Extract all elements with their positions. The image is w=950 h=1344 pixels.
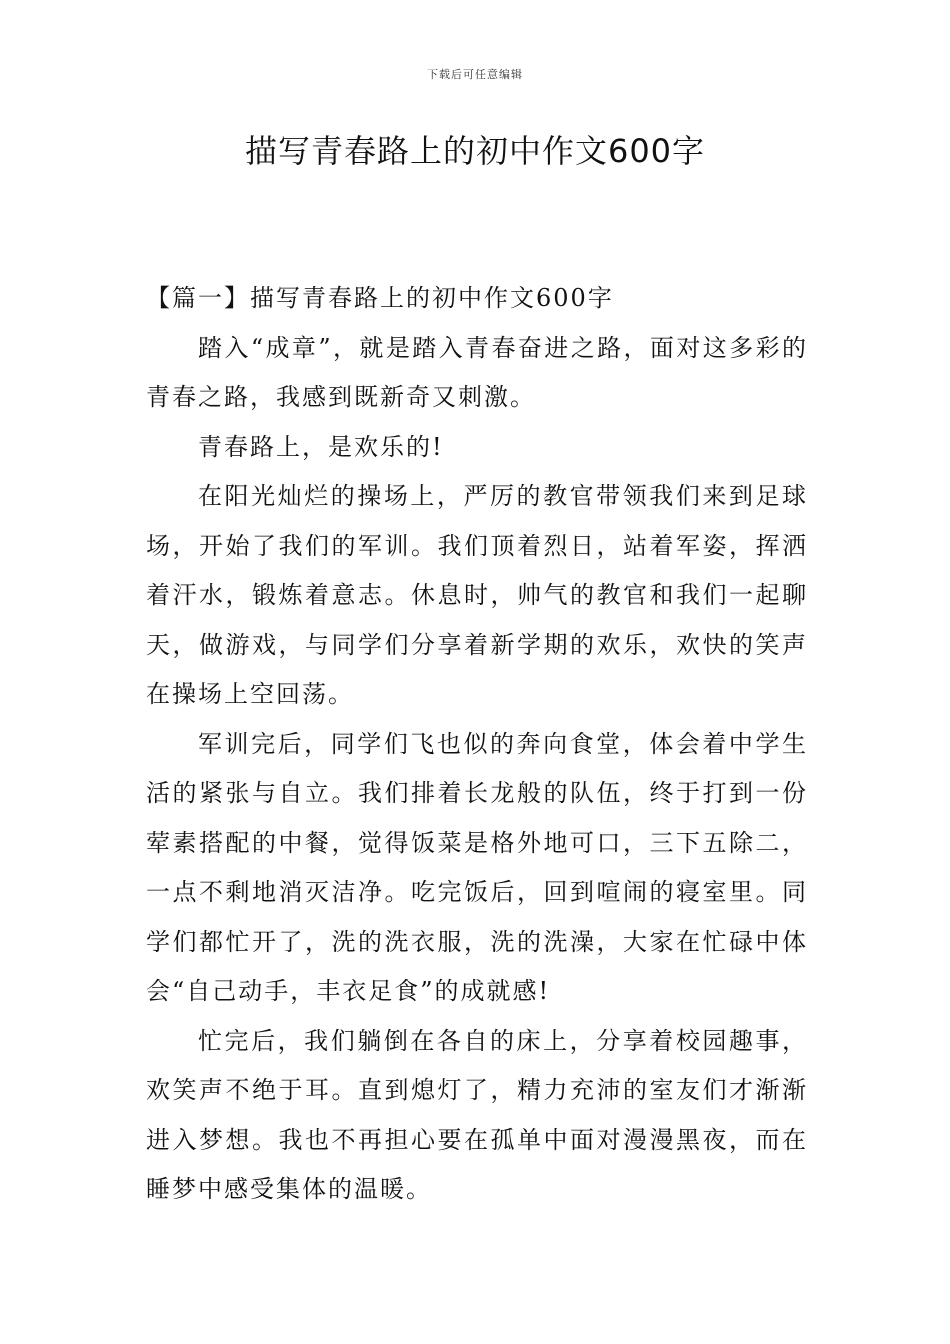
header-note: 下载后可任意编辑 (427, 68, 523, 81)
paragraph: 军训完后，同学们飞也似的奔向食堂，体会着中学生活的紧张与自立。我们排着长龙般的队伍，终于打到一份荤素搭配的中餐，觉得饭菜是格外地可口，三下五除二，一点不剩地消灭洁净。吃完饭后，回到喧闹的寝室里。同学们都忙开了，洗的洗衣服，洗的洗澡，大家在忙碌中体会“自己动手，丰衣足食”的成就感! (146, 729, 808, 1005)
paragraph: 踏入“成章”，就是踏入青春奋进之路，面对这多彩的青春之路，我感到既新奇又刺激。 (146, 333, 808, 411)
document-title: 描写青春路上的初中作文600字 (244, 132, 706, 170)
paragraph: 忙完后，我们躺倒在各自的床上，分享着校园趣事，欢笑声不绝于耳。直到熄灯了，精力充沛的室友们才渐渐进入梦想。我也不再担心要在孤单中面对漫漫黑夜，而在睡梦中感受集体的温暖。 (146, 1026, 808, 1203)
paragraph: 青春路上，是欢乐的! (198, 432, 444, 461)
paragraph: 在阳光灿烂的操场上，严厉的教官带领我们来到足球场，开始了我们的军训。我们顶着烈日，站着军姿，挥洒着汗水，锻炼着意志。休息时，帅气的教官和我们一起聊天，做游戏，与同学们分享着新学期的欢乐，欢快的笑声在操场上空回荡。 (146, 482, 808, 708)
section-heading: 【篇一】描写青春路上的初中作文600字 (146, 284, 614, 312)
document-body (146, 274, 808, 1215)
